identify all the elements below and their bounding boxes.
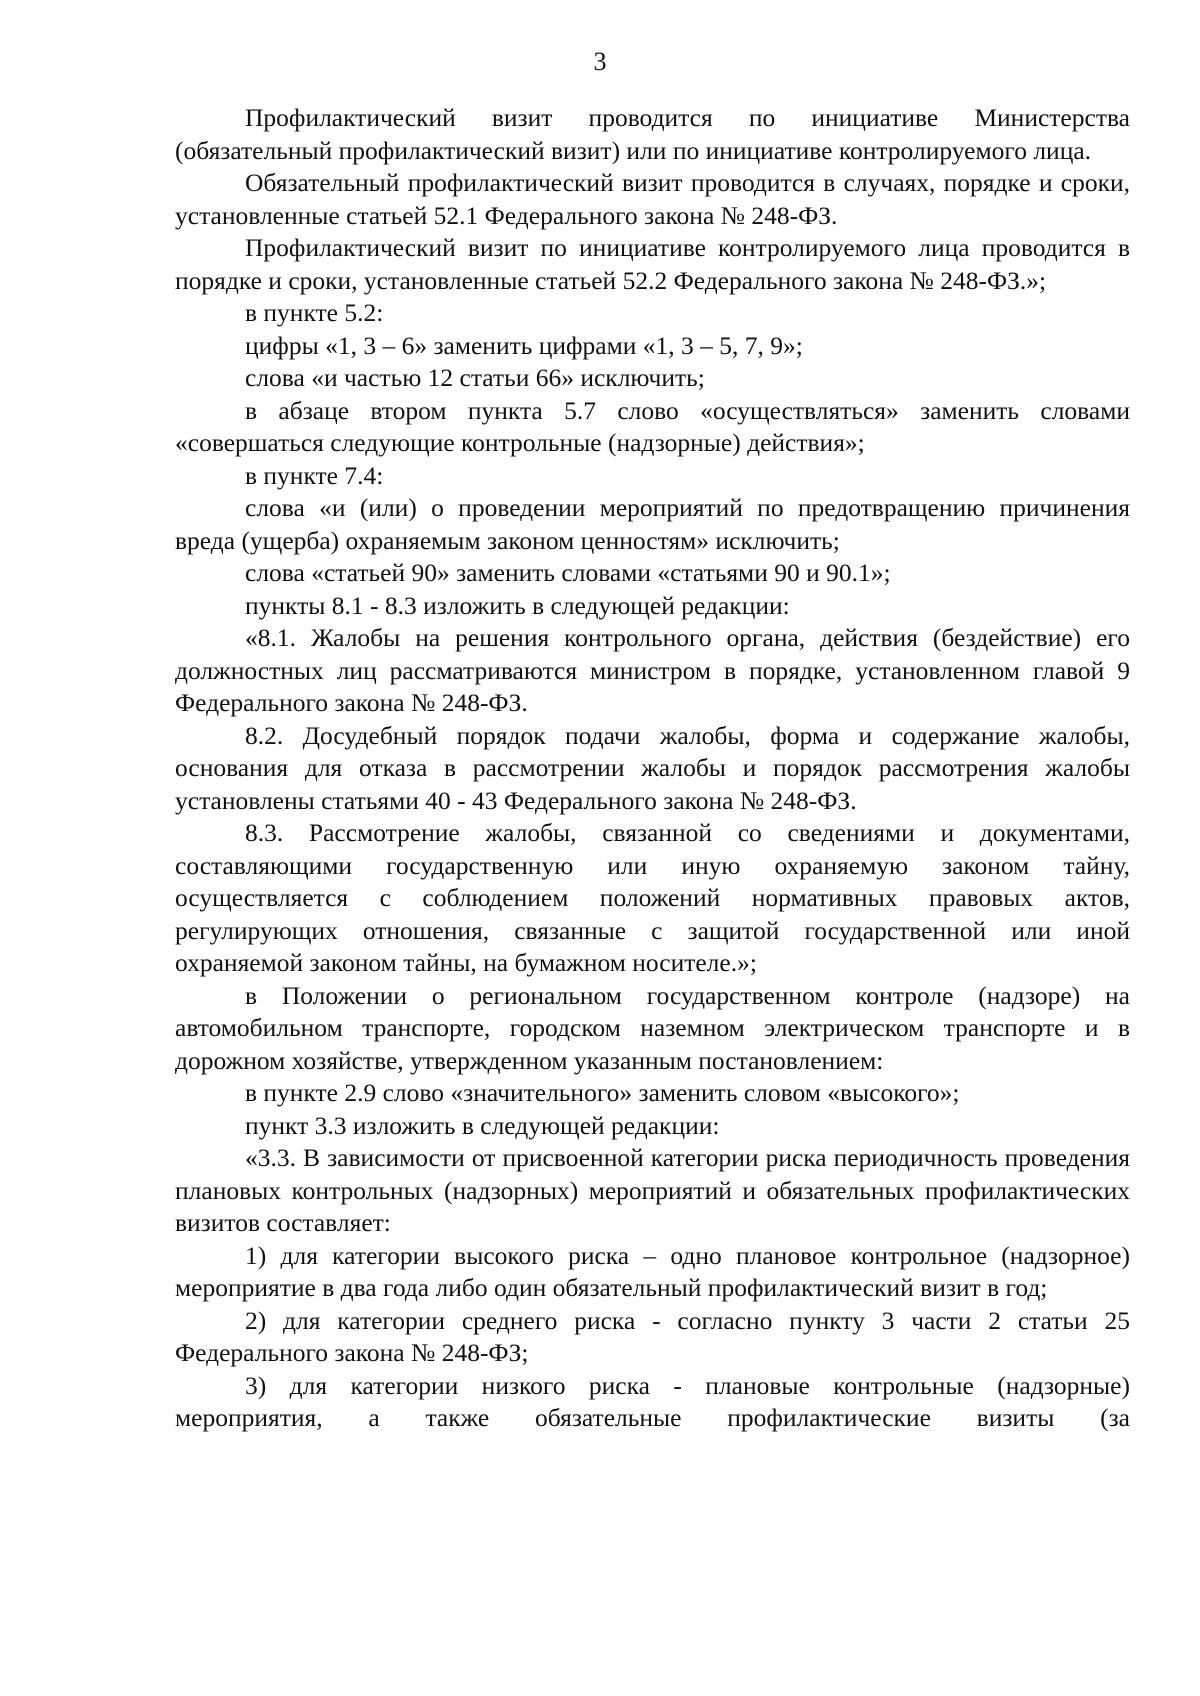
- paragraph: 8.3. Рассмотрение жалобы, связанной со сведениями и документами, составляющими государственную или иную охраняемую законом тайну, осуществляется с соблюдением положений нормативных правовых актов, регулирующих отношения, связанные с защитой государственной или иной охраняемой законом тайны, на бумажном носителе.»;: [175, 818, 1130, 977]
- paragraph: Профилактический визит по инициативе контролируемого лица проводится в порядке и сроки, установленные статьей 52.2 Федерального закона № 248-ФЗ.»;: [175, 233, 1130, 295]
- paragraph: 3) для категории низкого риска - плановые контрольные (надзорные) мероприятия, а также обязательные профилактические визиты (за: [175, 1370, 1130, 1432]
- page-number: 3: [593, 47, 607, 76]
- paragraph: 8.2. Досудебный порядок подачи жалобы, форма и содержание жалобы, основания для отказа в рассмотрении жалобы и порядок рассмотрения жалобы установлены статьями 40 - 43 Федерального закона № 248-ФЗ.: [175, 720, 1130, 815]
- paragraph: пункты 8.1 - 8.3 изложить в следующей редакции:: [245, 590, 790, 620]
- paragraph: в Положении о региональном государственном контроле (надзоре) на автомобильном транспорте, городском наземном электрическом транспорте и в дорожном хозяйстве, утвержденном указанным постановлением:: [175, 980, 1130, 1075]
- document-body: [175, 102, 1130, 1435]
- paragraph: Обязательный профилактический визит проводится в случаях, порядке и сроки, установленные статьей 52.1 Федерального закона № 248-ФЗ.: [175, 168, 1130, 230]
- paragraph: слова «статьей 90» заменить словами «статьями 90 и 90.1»;: [245, 558, 891, 587]
- paragraph: в пункте 5.2:: [245, 298, 384, 327]
- paragraph: Профилактический визит проводится по инициативе Министерства (обязательный профилактический визит) или по инициативе контролируемого лица.: [175, 103, 1130, 165]
- paragraph: в пункте 7.4:: [245, 460, 384, 490]
- paragraph: цифры «1, 3 – 6» заменить цифрами «1, 3 – 5, 7, 9»;: [245, 330, 803, 360]
- paragraph: в абзаце втором пункта 5.7 слово «осуществляться» заменить словами «совершаться следующие контрольные (надзорные) действия»;: [175, 395, 1130, 457]
- paragraph: 1) для категории высокого риска – одно плановое контрольное (надзорное) мероприятие в два года либо один обязательный профилактический визит в год;: [175, 1240, 1130, 1302]
- paragraph: слова «и частью 12 статьи 66» исключить;: [245, 363, 705, 392]
- paragraph: 2) для категории среднего риска - согласно пункту 3 части 2 статьи 25 Федерального закона № 248-ФЗ;: [175, 1305, 1130, 1367]
- paragraph: «8.1. Жалобы на решения контрольного органа, действия (бездействие) его должностных лиц рассматриваются министром в порядке, установленном главой 9 Федерального закона № 248-ФЗ.: [175, 623, 1130, 717]
- paragraph: «3.3. В зависимости от присвоенной категории риска периодичность проведения плановых контрольных (надзорных) мероприятий и обязательных профилактических визитов составляет:: [175, 1143, 1130, 1237]
- paragraph: пункт 3.3 изложить в следующей редакции:: [245, 1110, 720, 1140]
- paragraph: в пункте 2.9 слово «значительного» заменить словом «высокого»;: [245, 1078, 960, 1107]
- paragraph: слова «и (или) о проведении мероприятий по предотвращению причинения вреда (ущерба) охраняемым законом ценностям» исключить;: [175, 493, 1130, 555]
